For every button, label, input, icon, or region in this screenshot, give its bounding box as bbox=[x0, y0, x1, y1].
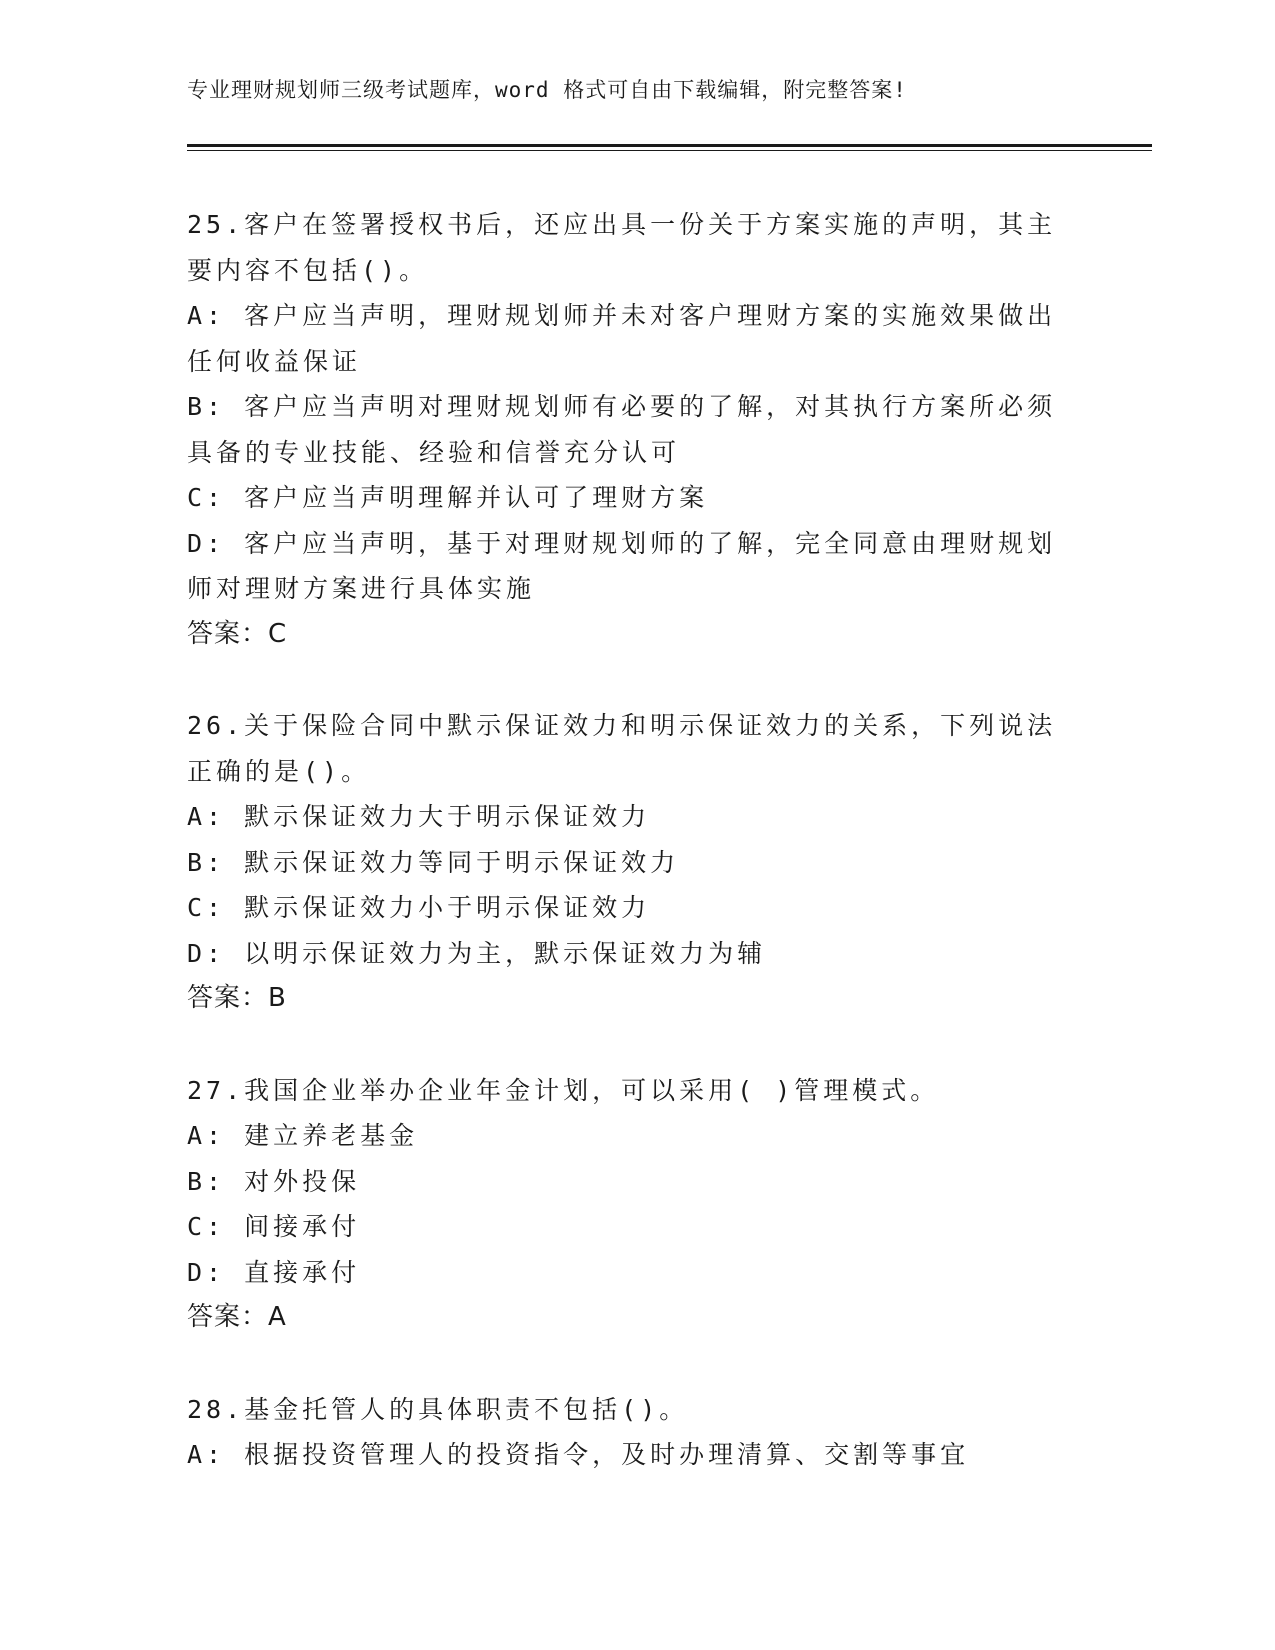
answer-label: 答案：B bbox=[187, 983, 287, 1013]
option-b: B: 对外投保 bbox=[187, 1166, 361, 1196]
option-d: D: 以明示保证效力为主，默示保证效力为辅 bbox=[187, 938, 767, 968]
option-a: A: 建立养老基金 bbox=[187, 1121, 419, 1150]
header-divider-thick bbox=[187, 144, 1152, 147]
header-divider-thin bbox=[187, 150, 1152, 151]
option-a: A: 客户应当声明，理财规划师并未对客户理财方案的实施效果做出任何收益保证 bbox=[187, 301, 1057, 376]
option-a: A: 默示保证效力大于明示保证效力 bbox=[187, 802, 651, 831]
option-c: C: 客户应当声明理解并认可了理财方案 bbox=[187, 483, 709, 512]
option-b: B: 客户应当声明对理财规划师有必要的了解，对其执行方案所必须具备的专业技能、经验和信誉充分认可 bbox=[187, 392, 1057, 467]
option-d: D: 客户应当声明，基于对理财规划师的了解，完全同意由理财规划师对理财方案进行具体实施 bbox=[187, 528, 1057, 603]
answer-label: 答案：C bbox=[187, 618, 288, 649]
question-item bbox=[187, 202, 1077, 657]
option-c: C: 默示保证效力小于明示保证效力 bbox=[187, 893, 651, 922]
answer-label: 答案：A bbox=[187, 1302, 287, 1332]
question-item bbox=[187, 1387, 1077, 1478]
question-stem: 28.基金托管人的具体职责不包括()。 bbox=[187, 1394, 689, 1424]
option-d: D: 直接承付 bbox=[187, 1257, 361, 1287]
question-list bbox=[187, 202, 1077, 1524]
question-item bbox=[187, 703, 1077, 1022]
option-b: B: 默示保证效力等同于明示保证效力 bbox=[187, 847, 680, 877]
question-stem: 27.我国企业举办企业年金计划，可以采用( )管理模式。 bbox=[187, 1075, 940, 1105]
option-c: C: 间接承付 bbox=[187, 1212, 361, 1241]
question-stem: 26.关于保险合同中默示保证效力和明示保证效力的关系，下列说法正确的是()。 bbox=[187, 711, 1057, 786]
page-header: 专业理财规划师三级考试题库，word 格式可自由下载编辑，附完整答案! bbox=[187, 78, 907, 102]
option-a: A: 根据投资管理人的投资指令，及时办理清算、交割等事宜 bbox=[187, 1440, 970, 1469]
question-item bbox=[187, 1068, 1077, 1341]
question-stem: 25.客户在签署授权书后，还应出具一份关于方案实施的声明，其主要内容不包括()。 bbox=[187, 210, 1057, 285]
